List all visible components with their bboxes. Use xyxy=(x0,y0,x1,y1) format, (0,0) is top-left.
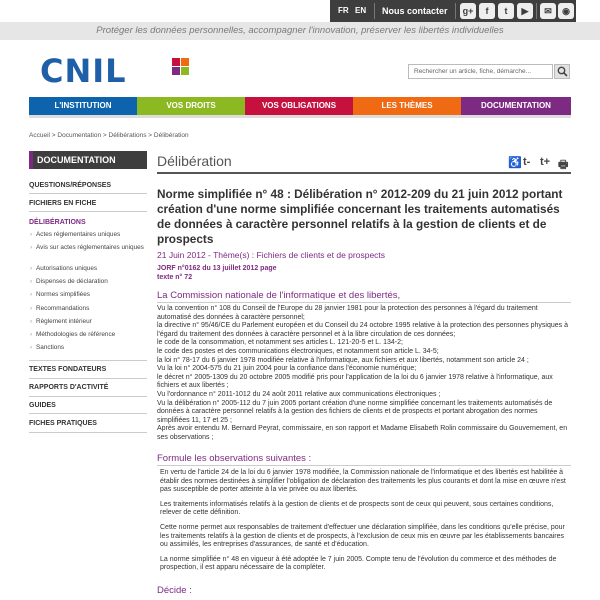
sidebar-item-rapports[interactable]: RAPPORTS D'ACTIVITÉ xyxy=(29,384,109,391)
search-button[interactable] xyxy=(554,64,570,79)
search-icon xyxy=(557,66,568,77)
sidebar-item-fiches-pratiques[interactable]: FICHES PRATIQUES xyxy=(29,420,97,427)
divider xyxy=(157,302,571,303)
sidebar-sub-autorisations-uniques[interactable]: › Autorisations uniques xyxy=(29,265,147,273)
font-increase-button[interactable]: t+ xyxy=(540,156,551,168)
sidebar-heading: DOCUMENTATION xyxy=(29,151,147,169)
observation-paragraph: La norme simplifiée n° 48 en vigueur à été adoptée le 7 juin 2005. Compte tenu de l'évolution du commerce et des méthodes de prospection, il est apparu nécessaire de la compléter. xyxy=(160,555,557,572)
tagline-bar xyxy=(0,22,600,40)
sidebar-sub-normes-simplifiees[interactable]: › Normes simplifiées xyxy=(29,291,147,299)
visa-paragraph: Vu la convention n° 108 du Conseil de l'Europe du 28 janvier 1981 pour la protection des personnes à l'égard du traitement automatisé des données à caractère personnel; xyxy=(157,305,538,321)
tagline: Protéger les données personnelles, accompagner l'innovation, préserver les libertés individuelles xyxy=(96,25,504,36)
visas-block xyxy=(157,305,571,443)
visa-paragraph: Vu l'ordonnance n° 2011-1012 du 24 août 2011 relative aux communications électroniques ; xyxy=(157,390,441,398)
nav-les-themes[interactable]: LES THÈMES xyxy=(353,97,461,115)
divider xyxy=(29,413,147,414)
cnil-logo[interactable] xyxy=(40,52,127,90)
observation-paragraph: Cette norme permet aux responsables de traitement d'effectuer une déclaration simplifiée, dans les conditions qu'elle précise, pour les traitements relatifs à la gestion de clients et de prospects, à l'exclusion de ceux mis en œuvre par les établissements bancaires ou assimilés, les entreprises d'assurances, de santé et d'éducation. xyxy=(160,523,565,549)
lang-en-link[interactable]: EN xyxy=(355,6,367,15)
sidebar-item-fichiers-en-fiche[interactable]: FICHIERS EN FICHE xyxy=(29,200,97,207)
sidebar-item-textes-fondateurs[interactable]: TEXTES FONDATEURS xyxy=(29,366,107,373)
visa-paragraph: la loi n° 78-17 du 6 janvier 1978 modifiée relative à l'informatique, aux fichiers et aux libertés, notamment son article 24 ; xyxy=(157,356,529,364)
observations-heading: Formule les observations suivantes : xyxy=(157,453,312,464)
visa-paragraph: Vu la délibération n° 2005-112 du 7 juin 2005 portant création d'une norme simplifiée concernant les traitements automatisés de données à caractère personnel relatifs à la gestion des fichiers de clients et de prospects et portant abrogation des normes simplifiées 11, 17 et 25 ; xyxy=(157,399,553,424)
nav-vos-droits[interactable]: VOS DROITS xyxy=(137,97,245,115)
divider xyxy=(29,378,147,379)
visa-paragraph: Vu la loi n° 2004-575 du 21 juin 2004 pour la confiance dans l'économie numérique; xyxy=(157,365,417,373)
breadcrumb-current: Délibération xyxy=(153,132,189,139)
divider xyxy=(29,396,147,397)
observation-paragraph: Les traitements informatisés relatifs à la gestion de clients et de prospects sont de ceux qui peuvent, sous certaines conditions, relever de cette définition. xyxy=(160,500,554,517)
font-decrease-button[interactable]: t- xyxy=(523,156,531,168)
breadcrumb: Accueil > Documentation > Délibérations > Délibération xyxy=(29,132,189,139)
commission-heading: La Commission nationale de l'informatique et des libertés, xyxy=(157,290,401,301)
divider xyxy=(29,211,147,212)
jorf-reference xyxy=(157,264,277,282)
logo-square-purple xyxy=(172,67,180,75)
sidebar-sub-sanctions[interactable]: › Sanctions xyxy=(29,344,147,352)
twitter-icon[interactable]: t xyxy=(498,3,514,19)
email-icon[interactable]: ✉ xyxy=(540,3,556,19)
visa-paragraph: le code de la consommation, et notamment ses articles L. 121-20-5 et L. 134-2; xyxy=(157,339,403,347)
sidebar-heading-accent xyxy=(29,151,33,169)
jorf-line: JORF n°0162 du 13 juillet 2012 page xyxy=(157,265,277,272)
observations-block xyxy=(157,469,571,573)
logo-square-orange xyxy=(181,58,189,66)
contact-link[interactable]: Nous contacter xyxy=(382,6,448,16)
search-input[interactable]: Rechercher un article, fiche, démarche... xyxy=(408,64,553,79)
top-bar xyxy=(0,0,600,22)
rss-icon[interactable]: ◉ xyxy=(558,3,574,19)
nav-shadow xyxy=(29,115,571,118)
accessibility-icon[interactable]: ♿ xyxy=(508,157,522,169)
sidebar-sub-reglement-interieur[interactable]: › Règlement intérieur xyxy=(29,318,147,326)
visa-paragraph: Après avoir entendu M. Bernard Peyrat, commissaire, en son rapport et Madame Elisabeth Rolin commissaire du Gouvernement, en ses observations ; xyxy=(157,425,568,441)
divider xyxy=(455,3,456,19)
deliberation-title: Norme simplifiée n° 48 : Délibération n° 2012-209 du 21 juin 2012 portant création d'une norme simplifiée concernant les traitements automatisés de données à caractère personnel relatifs à la gestion de clients et de prospects xyxy=(157,187,563,246)
observation-paragraph: En vertu de l'article 24 de la loi du 6 janvier 1978 modifiée, la Commission nationale de l'informatique et des libertés est habilitée à établir des normes destinées à simplifier l'obligation de déclaration des traitements les plus courants et dont la mise en œuvre n'est pas susceptible de porter atteinte à la vie privée ou aux libertés. xyxy=(160,469,566,494)
date-theme[interactable]: 21 Juin 2012 - Thème(s) : Fichiers de clients et de prospects xyxy=(157,250,386,260)
divider xyxy=(374,3,375,19)
sidebar-item-questions-reponses[interactable]: QUESTIONS/RÉPONSES xyxy=(29,182,112,189)
visa-paragraph: le décret n° 2005-1309 du 20 octobre 2005 modifié pris pour l'application de la loi du 6 janvier 1978 relative à l'informatique, aux fichiers et aux libertés ; xyxy=(157,373,553,390)
breadcrumb-documentation[interactable]: Documentation xyxy=(57,132,102,139)
lang-fr-link[interactable]: FR xyxy=(338,6,349,15)
logo-text: CNIL xyxy=(40,52,127,90)
nav-institution[interactable]: L'INSTITUTION xyxy=(29,97,137,115)
youtube-icon[interactable]: ▶ xyxy=(517,3,533,19)
print-icon[interactable]: 🖶 xyxy=(558,159,569,171)
divider xyxy=(536,3,537,19)
utility-bar xyxy=(330,0,576,22)
sidebar-item-guides[interactable]: GUIDES xyxy=(29,402,56,409)
sidebar-sub-actes-reglementaires[interactable]: › Actes réglementaires uniques xyxy=(29,231,147,239)
breadcrumb-home[interactable]: Accueil xyxy=(29,132,50,139)
sidebar-sub-methodologies[interactable]: › Méthodologies de référence xyxy=(29,331,147,339)
logo-square-red xyxy=(172,58,180,66)
nav-documentation[interactable]: DOCUMENTATION xyxy=(461,97,571,115)
google-plus-icon[interactable]: g+ xyxy=(460,3,476,19)
page-title: Délibération xyxy=(157,153,232,169)
facebook-icon[interactable]: f xyxy=(479,3,495,19)
jorf-text-number: texte n° 72 xyxy=(157,274,193,281)
visa-paragraph: la directive n° 95/46/CE du Parlement européen et du Conseil du 24 octobre 1995 relative à la protection des personnes physiques à l'égard du traitement des données à caractère personnel et à la libre circulation de ces données; xyxy=(157,322,569,338)
sidebar-sub-recommandations[interactable]: › Recommandations xyxy=(29,305,147,313)
sidebar-sub-dispenses[interactable]: › Dispenses de déclaration xyxy=(29,278,147,286)
divider xyxy=(29,360,147,361)
title-rule xyxy=(157,172,571,174)
divider xyxy=(29,193,147,194)
logo-square-green xyxy=(181,67,189,75)
sidebar-item-deliberations[interactable]: DÉLIBÉRATIONS xyxy=(29,219,86,226)
divider xyxy=(157,465,571,466)
visa-paragraph: le code des postes et des communications électroniques, et notamment son article L. 34-5; xyxy=(157,347,439,355)
sidebar-sub-avis-actes[interactable]: › Avis sur actes réglementaires uniques xyxy=(29,244,147,252)
divider xyxy=(29,432,147,433)
breadcrumb-deliberations[interactable]: Délibérations xyxy=(108,132,147,139)
decide-heading: Décide : xyxy=(157,585,192,596)
nav-vos-obligations[interactable]: VOS OBLIGATIONS xyxy=(245,97,353,115)
